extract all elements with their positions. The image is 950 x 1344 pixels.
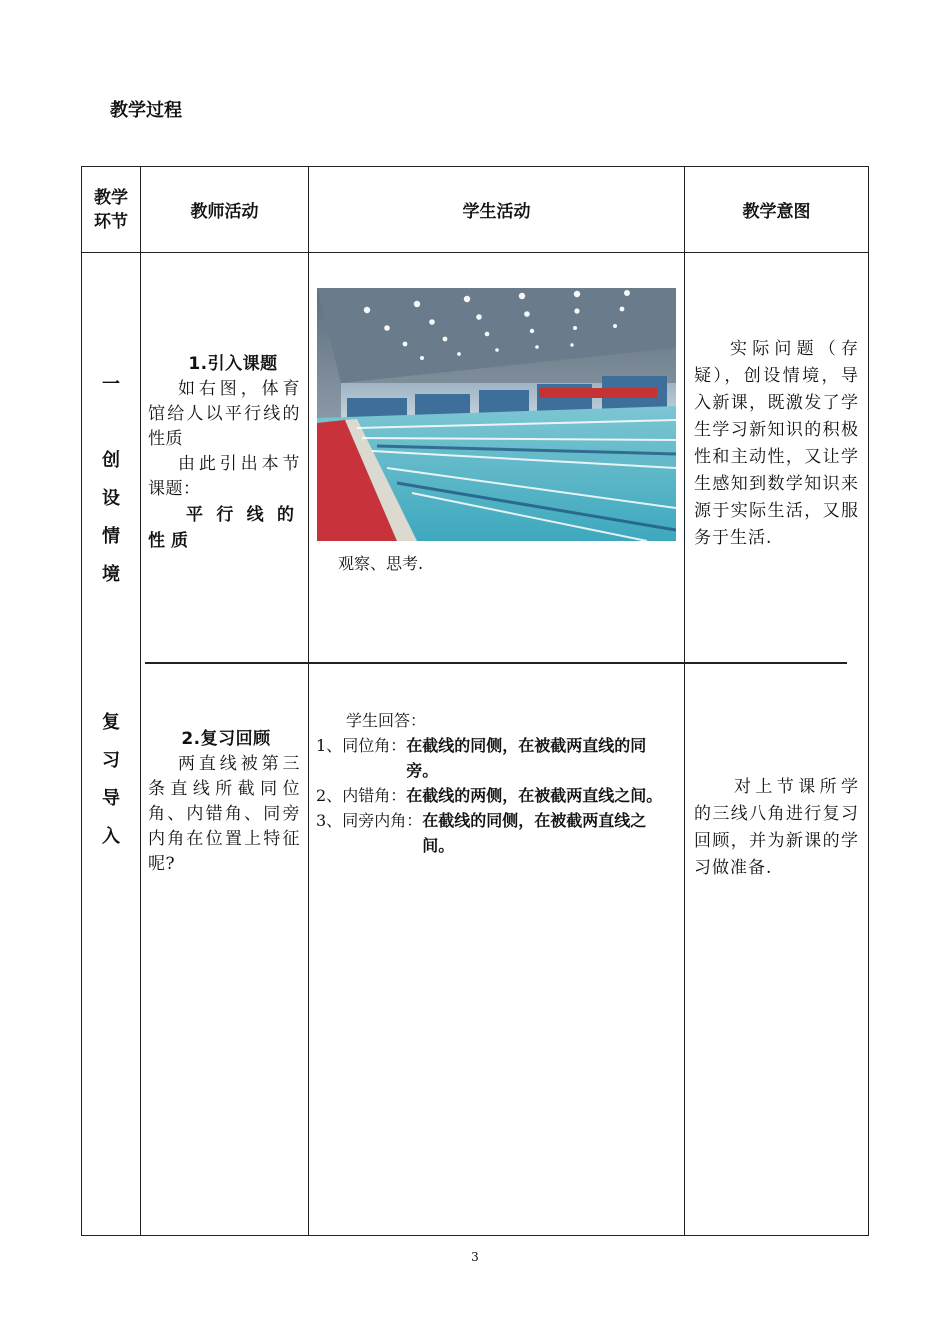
stage1-char-3: 设 xyxy=(102,488,120,509)
section1-teacher-title: 1.引入课题 xyxy=(188,354,278,374)
header-stage-line1: 教学 xyxy=(94,187,128,208)
stage2-char-3: 导 xyxy=(102,788,120,809)
section2-intent: 对上节课所学的三线八角进行复习回顾，并为新课的学习做准备. xyxy=(694,777,859,878)
stage2-char-4: 入 xyxy=(102,826,120,847)
swimming-pool-photo xyxy=(317,288,676,541)
answer-1-text: 在截线的同侧，在被截两直线的同旁。 xyxy=(406,736,647,780)
stage2-char-1: 复 xyxy=(102,712,120,733)
section1-teacher-activity xyxy=(148,352,300,554)
table-border-left xyxy=(81,166,82,1236)
section2-student-activity xyxy=(316,708,678,858)
answer-2-text: 在截线的两侧，在被截两直线之间。 xyxy=(406,786,663,805)
section1-teacher-p2: 由此引出本节课题： xyxy=(148,454,300,499)
header-stage xyxy=(82,167,140,252)
header-bottom-line xyxy=(81,252,869,253)
answer-1-term: 同位角： xyxy=(342,736,407,755)
answer-item-2 xyxy=(316,783,678,808)
answer-3-term: 同旁内角： xyxy=(342,811,423,830)
swimming-pool-image xyxy=(317,288,676,541)
answer-3-number: 3、 xyxy=(316,811,343,830)
table-border-bottom xyxy=(81,1235,869,1236)
section1-student-observe: 观察、思考. xyxy=(338,554,424,573)
column-line-2 xyxy=(308,166,309,1236)
section2-teacher-title: 2.复习回顾 xyxy=(181,729,271,749)
section-divider-line xyxy=(145,662,847,664)
section1-teacher-p1: 如右图，体育馆给人以平行线的性质 xyxy=(148,379,300,449)
stage2-char-2: 习 xyxy=(102,750,120,771)
page-number: 3 xyxy=(471,1250,479,1264)
section2-student-intro: 学生回答： xyxy=(346,711,427,730)
answer-item-1 xyxy=(316,733,678,783)
answer-2-number: 2、 xyxy=(316,786,343,805)
header-teacher-activity: 教师活动 xyxy=(190,202,259,222)
table-border-right xyxy=(868,166,869,1236)
section2-teacher-activity xyxy=(148,727,300,877)
column-line-3 xyxy=(684,166,685,1236)
page-heading: 教学过程 xyxy=(110,100,182,121)
answer-item-3 xyxy=(316,808,678,858)
stage1-char-4: 情 xyxy=(102,526,120,547)
stage1-char-5: 境 xyxy=(102,564,120,585)
section1-topic: 平行线的性质 xyxy=(148,505,300,551)
column-line-1 xyxy=(140,166,141,1236)
answer-2-term: 内错角： xyxy=(342,786,407,805)
header-teaching-intent: 教学意图 xyxy=(742,202,811,222)
stage1-char-1: 一 xyxy=(102,374,120,395)
section1-intent: 实际问题（存疑），创设情境，导入新课，既激发了学生学习新知识的积极性和主动性，又让学生感知到数学知识来源于实际生活，又服务于生活. xyxy=(694,339,859,548)
header-student-activity: 学生活动 xyxy=(462,202,531,222)
stage1-char-2: 创 xyxy=(102,450,120,471)
section2-teacher-p1: 两直线被第三条直线所截同位角、内错角、同旁内角在位置上特征呢? xyxy=(148,754,300,874)
header-stage-line2: 环节 xyxy=(94,211,128,232)
answer-1-number: 1、 xyxy=(316,736,343,755)
answer-3-text: 在截线的同侧，在被截两直线之间。 xyxy=(422,811,647,855)
